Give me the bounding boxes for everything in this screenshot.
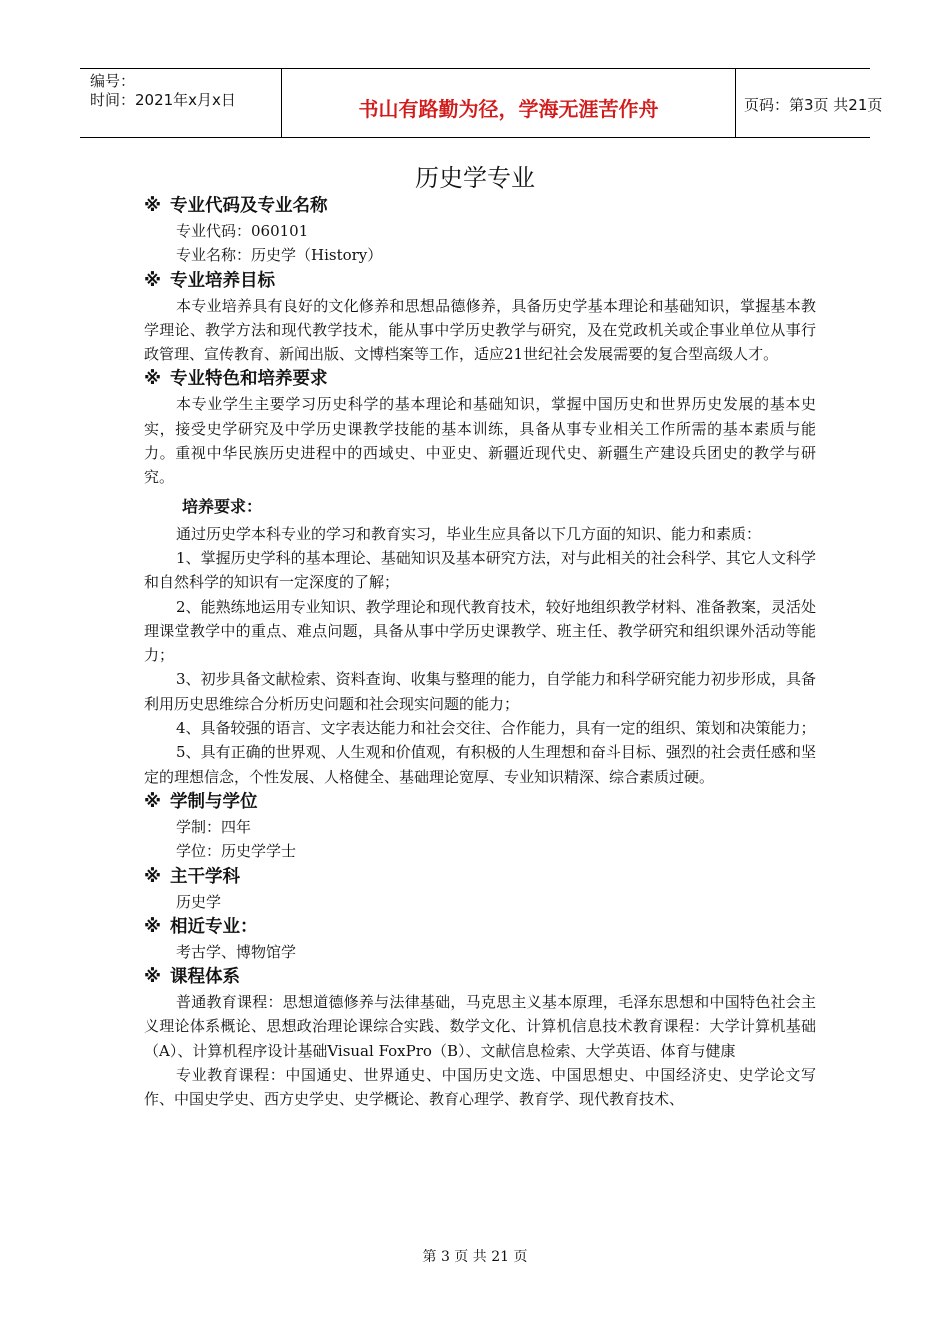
professional-courses-paragraph: 专业教育课程：中国通史、世界通史、中国历史文选、中国思想史、中国经济史、史学论文写作、中国史学史、西方史学史、史学概论、教育心理学、教育学、现代教育技术、 bbox=[144, 1066, 816, 1109]
heading-text: 专业特色和培养要求 bbox=[170, 369, 328, 390]
requirements-intro: 通过历史学本科专业的学习和教育实习，毕业生应具备以下几方面的知识、能力和素质： bbox=[176, 524, 762, 543]
related-majors-text: 考古学、博物馆学 bbox=[176, 942, 297, 961]
header-table bbox=[80, 68, 883, 138]
header-page-cell bbox=[735, 69, 883, 137]
requirement-item: 1、掌握历史学科的基本理论、基础知识及基本研究方法，对与此相关的社会科学、其它人文科学和自然科学的知识有一定深度的了解； bbox=[144, 548, 816, 592]
document-body bbox=[144, 193, 816, 1112]
section-heading-related bbox=[144, 914, 816, 940]
section-heading-features bbox=[144, 366, 816, 392]
section-heading-goal bbox=[144, 268, 816, 294]
section-heading-code-name bbox=[144, 193, 816, 219]
header-meta-cell bbox=[80, 69, 281, 137]
document-date: 时间：2021年x月x日 bbox=[90, 91, 236, 109]
general-courses-paragraph: 普通教育课程：思想道德修养与法律基础，马克思主义基本原理，毛泽东思想和中国特色社会主义理论体系概论、思想政治理论课综合实践、数学文化、计算机信息技术教育课程：大学计算机基础（A）、计算机程序设计基础Visual FoxPro（B）、文献信息检索、大学英语、体育与健康 bbox=[144, 993, 816, 1060]
header-motto-cell bbox=[281, 69, 736, 137]
page-footer: 第 3 页 共 21 页 bbox=[422, 1249, 528, 1265]
goal-paragraph: 本专业培养具有良好的文化修养和思想品德修养，具备历史学基本理论和基础知识，掌握基本教学理论、教学方法和现代教学技术，能从事中学历史教学与研究，及在党政机关或企事业单位从事行政管理、宣传教育、新闻出版、文博档案等工作，适应21世纪社会发展需要的复合型高级人才。 bbox=[144, 296, 816, 364]
reference-mark: ※ bbox=[144, 967, 162, 988]
main-subject-text: 历史学 bbox=[176, 892, 222, 911]
motto: 书山有路勤为径，学海无涯苦作舟 bbox=[358, 97, 659, 121]
requirements-heading: 培养要求： bbox=[182, 496, 263, 516]
reference-mark: ※ bbox=[144, 866, 162, 887]
page-info: 页码：第3页 共21页 bbox=[744, 96, 883, 114]
heading-text: 专业培养目标 bbox=[170, 270, 275, 291]
page-title: 历史学专业 bbox=[415, 164, 535, 192]
requirement-item: 2、能熟练地运用专业知识、教学理论和现代教育技术，较好地组织教学材料、准备教案，灵活处理课堂教学中的重点、难点问题，具备从事中学历史课教学、班主任、教学研究和组织课外活动等能力； bbox=[144, 597, 816, 665]
reference-mark: ※ bbox=[144, 196, 162, 216]
requirement-item: 3、初步具备文献检索、资料查询、收集与整理的能力，自学能力和科学研究能力初步形成，具备利用历史思维综合分析历史问题和社会现实问题的能力； bbox=[144, 670, 816, 713]
features-paragraph: 本专业学生主要学习历史科学的基本理论和基础知识，掌握中国历史和世界历史发展的基本史实，接受史学研究及中学历史课教学技能的基本训练，具备从事专业相关工作所需的基本素质与能力。重视中华民族历史进程中的西域史、中亚史、新疆近现代史、新疆生产建设兵团史的教学与研究。 bbox=[144, 395, 816, 487]
heading-text: 专业代码及专业名称 bbox=[170, 196, 328, 216]
requirement-item: 5、具有正确的世界观、人生观和价值观，有积极的人生理想和奋斗目标、强烈的社会责任感和坚定的理想信念，个性发展、人格健全、基础理论宽厚、专业知识精深、综合素质过硬。 bbox=[144, 743, 816, 786]
requirement-item: 4、具备较强的语言、文字表达能力和社会交往、合作能力，具有一定的组织、策划和决策能力； bbox=[176, 719, 816, 738]
reference-mark: ※ bbox=[144, 916, 162, 937]
heading-text: 学制与学位 bbox=[170, 791, 258, 812]
heading-text: 课程体系 bbox=[170, 967, 240, 988]
section-heading-degree bbox=[144, 789, 816, 815]
document-number-label: 编号： bbox=[90, 72, 136, 90]
section-heading-main-subject bbox=[144, 864, 816, 890]
heading-text: 相近专业： bbox=[170, 916, 258, 937]
reference-mark: ※ bbox=[144, 791, 162, 812]
major-name: 专业名称：历史学（History） bbox=[176, 246, 383, 265]
heading-text: 主干学科 bbox=[170, 866, 240, 887]
study-duration: 学制：四年 bbox=[176, 817, 252, 836]
degree-awarded: 学位：历史学学士 bbox=[176, 842, 297, 861]
reference-mark: ※ bbox=[144, 270, 162, 291]
major-code: 专业代码：060101 bbox=[176, 222, 309, 240]
section-heading-courses bbox=[144, 964, 816, 990]
reference-mark: ※ bbox=[144, 369, 162, 390]
